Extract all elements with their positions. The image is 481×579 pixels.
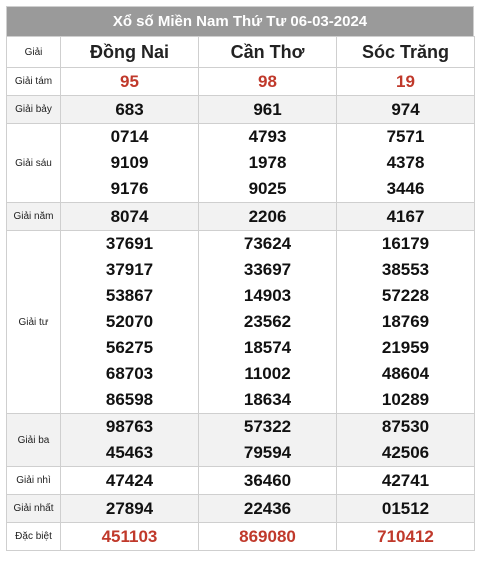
table-header-row [7, 37, 475, 68]
prize-number: 10289 [381, 390, 430, 409]
prize-label: Giải sáu [7, 124, 61, 203]
prize-number: 27894 [105, 498, 154, 518]
prize-cell [61, 231, 199, 414]
prize-number: 8074 [110, 206, 149, 226]
prize-number: 95 [120, 71, 139, 91]
page-title: Xổ số Miền Nam Thứ Tư 06-03-2024 [6, 6, 474, 36]
header-label: Giải [7, 37, 61, 68]
prize-number: 79594 [243, 443, 292, 462]
prize-row-giai-ba [7, 414, 475, 467]
prize-number: 68703 [105, 364, 154, 383]
prize-number: 4793 [248, 127, 287, 146]
prize-cell [337, 68, 475, 96]
prize-number: 23562 [243, 312, 292, 331]
prize-number: 36460 [243, 470, 292, 490]
prize-number: 19 [396, 71, 415, 91]
results-container [6, 6, 474, 551]
prize-number: 961 [253, 99, 282, 119]
prize-row-giai-nhat [7, 495, 475, 523]
prize-number: 869080 [239, 526, 296, 546]
prize-number: 48604 [381, 364, 430, 383]
prize-number: 4378 [386, 153, 425, 172]
prize-number: 86598 [105, 390, 154, 409]
header-province-soc-trang: Sóc Trăng [337, 37, 475, 68]
prize-number: 18769 [381, 312, 430, 331]
prize-number: 2206 [248, 206, 287, 226]
header-province-dong-nai: Đồng Nai [61, 37, 199, 68]
prize-number: 9176 [110, 179, 149, 198]
prize-cell [61, 414, 199, 467]
prize-label: Giải tám [7, 68, 61, 96]
prize-cell [61, 96, 199, 124]
prize-number: 57228 [381, 286, 430, 305]
prize-label: Giải ba [7, 414, 61, 467]
prize-number: 22436 [243, 498, 292, 518]
prize-cell [61, 523, 199, 551]
prize-cell [337, 495, 475, 523]
prize-number: 98 [258, 71, 277, 91]
prize-row-giai-tu [7, 231, 475, 414]
results-table [6, 36, 475, 551]
prize-cell [199, 414, 337, 467]
prize-label: Giải năm [7, 203, 61, 231]
prize-number: 451103 [101, 526, 158, 546]
prize-label: Giải bảy [7, 96, 61, 124]
prize-cell [337, 414, 475, 467]
prize-number: 710412 [377, 526, 434, 546]
prize-label: Đặc biệt [7, 523, 61, 551]
prize-cell [61, 467, 199, 495]
prize-cell [61, 68, 199, 96]
prize-number: 18634 [243, 390, 292, 409]
prize-row-giai-bay [7, 96, 475, 124]
prize-cell [199, 96, 337, 124]
prize-number: 683 [115, 99, 144, 119]
prize-number: 0714 [110, 127, 149, 146]
prize-number: 01512 [381, 498, 430, 518]
prize-number: 37917 [105, 260, 154, 279]
prize-number: 7571 [386, 127, 425, 146]
prize-cell [199, 495, 337, 523]
prize-cell [199, 231, 337, 414]
prize-number: 11002 [244, 364, 291, 383]
prize-cell [199, 124, 337, 203]
prize-cell [199, 467, 337, 495]
prize-number: 974 [391, 99, 420, 119]
prize-number: 45463 [105, 443, 154, 462]
prize-number: 98763 [105, 417, 154, 436]
prize-label: Giải tư [7, 231, 61, 414]
prize-label: Giải nhất [7, 495, 61, 523]
prize-number: 37691 [105, 234, 154, 253]
prize-number: 52070 [105, 312, 154, 331]
prize-number: 38553 [381, 260, 430, 279]
prize-number: 56275 [105, 338, 154, 357]
prize-row-giai-tam [7, 68, 475, 96]
prize-number: 73624 [243, 234, 292, 253]
prize-number: 3446 [386, 179, 425, 198]
prize-number: 42506 [381, 443, 430, 462]
prize-cell [61, 124, 199, 203]
prize-number: 9109 [110, 153, 149, 172]
prize-cell [199, 523, 337, 551]
prize-number: 9025 [248, 179, 287, 198]
prize-cell [337, 231, 475, 414]
results-body [7, 68, 475, 551]
prize-cell [61, 203, 199, 231]
prize-number: 1978 [248, 153, 287, 172]
prize-number: 21959 [381, 338, 430, 357]
header-province-can-tho: Cần Thơ [199, 37, 337, 68]
prize-cell [337, 124, 475, 203]
prize-cell [337, 96, 475, 124]
prize-number: 87530 [381, 417, 430, 436]
prize-cell [337, 467, 475, 495]
prize-number: 57322 [243, 417, 292, 436]
prize-cell [337, 523, 475, 551]
prize-label: Giải nhì [7, 467, 61, 495]
prize-row-dac-biet [7, 523, 475, 551]
prize-number: 18574 [243, 338, 292, 357]
prize-row-giai-nhi [7, 467, 475, 495]
prize-number: 47424 [105, 470, 154, 490]
prize-number: 42741 [381, 470, 430, 490]
prize-number: 14903 [243, 286, 292, 305]
prize-number: 16179 [381, 234, 430, 253]
prize-row-giai-nam [7, 203, 475, 231]
prize-number: 53867 [105, 286, 154, 305]
prize-row-giai-sau [7, 124, 475, 203]
prize-number: 4167 [386, 206, 425, 226]
prize-cell [61, 495, 199, 523]
prize-cell [199, 68, 337, 96]
prize-number: 33697 [243, 260, 292, 279]
prize-cell [337, 203, 475, 231]
prize-cell [199, 203, 337, 231]
